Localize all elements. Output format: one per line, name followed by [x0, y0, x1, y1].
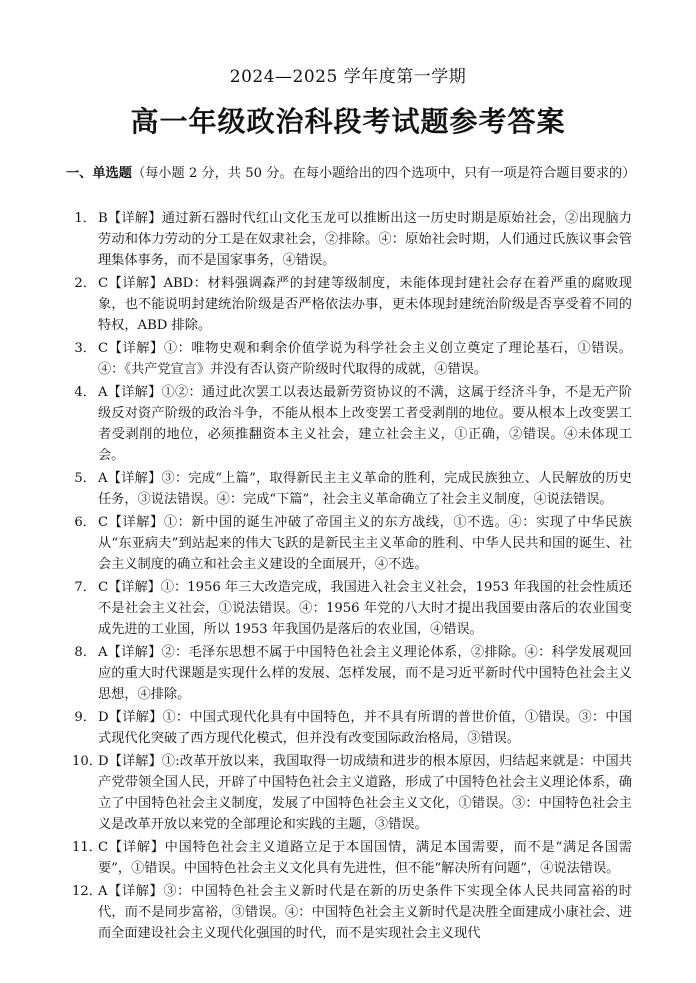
- answer-item: [72, 382, 632, 466]
- answer-item: [72, 512, 632, 575]
- answer-text: B【详解】通过新石器时代红山文化玉龙可以推断出这一历史时期是原始社会，②出现脑力劳动和体力劳动的分工是在奴隶社会，②排除。④：原始社会时期，人们通过氏族议事会管理集体事务，而不是国家事务，④错误。: [98, 211, 632, 268]
- answer-text: A【详解】③：完成“上篇”，取得新民主主义革命的胜利，完成民族独立、人民解放的历史任务，③说法错误。④：完成“下篇”，社会主义革命确立了社会主义制度，④说法错误。: [98, 471, 632, 507]
- answer-number: 7．: [74, 580, 96, 595]
- answer-number: 9．: [74, 710, 96, 725]
- answer-item: [72, 338, 632, 380]
- answer-text: A【详解】②：毛泽东思想不属于中国特色社会主义理论体系，②排除。④：科学发展观回应的重大时代课题是实现什么样的发展、怎样发展，而不是习近平新时代中国特色社会主义思想，④排除。: [98, 645, 632, 702]
- answer-number: 10．: [72, 754, 102, 769]
- answer-text: C【详解】中国特色社会主义道路立足于本国国情，满足本国需要，而不是“满足各国需要”，①错误。中国特色社会主义文化具有先进性，但不能“解决所有问题”，④说法错误。: [98, 840, 632, 876]
- answer-item: [72, 577, 632, 640]
- answer-item: [72, 273, 632, 336]
- answer-text: C【详解】①：唯物史观和剩余价值学说为科学社会主义创立奠定了理论基石，①错误。④：《共产党宣言》并没有否认资产阶级时代取得的成就，④错误。: [98, 341, 632, 377]
- semester-heading: 2024—2025 学年度第一学期: [229, 67, 467, 87]
- answer-text: D【详解】①：中国式现代化具有中国特色，并不具有所谓的普世价值，①错误。③：中国式现代化突破了西方现代化模式，但并没有改变国际政治格局，③错误。: [98, 710, 632, 746]
- answer-item: [72, 208, 632, 271]
- answer-number: 11．: [72, 840, 102, 855]
- answer-number: 12．: [72, 884, 102, 899]
- answer-number: 8．: [74, 645, 96, 660]
- answer-list: [72, 208, 632, 946]
- answer-item: [72, 642, 632, 705]
- answer-item: [72, 751, 632, 835]
- answer-item: [72, 881, 632, 944]
- answer-number: 1．: [74, 211, 96, 226]
- answer-item: [72, 468, 632, 510]
- page-title: 高一年级政治科段考试题参考答案: [130, 105, 566, 138]
- section-heading: [66, 163, 638, 184]
- answer-text: D【详解】①:改革开放以来，我国取得一切成绩和进步的根本原因，归结起来就是：中国共产党带领全国人民，开辟了中国特色社会主义道路，形成了中国特色社会主义理论体系，确立了中国特色社会主义制度，发展了中国特色社会主义文化，①错误。③：中国特色社会主义是改革开放以来党的全部理论和实践的主题，③错误。: [98, 754, 632, 832]
- answer-number: 6．: [74, 515, 96, 530]
- answer-text: A【详解】③：中国特色社会主义新时代是在新的历史条件下实现全体人民共同富裕的时代，而不是同步富裕，③错误。④：中国特色社会主义新时代是决胜全面建成小康社会、进而全面建设社会主义现代化强国的时代，而不是实现社会主义现代: [98, 884, 632, 941]
- answer-item: [72, 707, 632, 749]
- answer-text: C【详解】①：新中国的诞生冲破了帝国主义的东方战线，①不选。④：实现了中华民族从“东亚病夫”到站起来的伟大飞跃的是新民主主义革命的胜利、中华人民共和国的诞生、社会主义制度的确立和社会主义建设的全面展开，④不选。: [98, 515, 632, 572]
- answer-number: 5．: [74, 471, 96, 486]
- answer-item: [72, 837, 632, 879]
- answer-text: A【详解】①②：通过此次罢工以表达最新劳资协议的不满，这属于经济斗争，不是无产阶级反对资产阶级的政治斗争，不能从根本上改变罢工者受剥削的地位。要从根本上改变罢工者受剥削的地位，必须推翻资本主义社会，建立社会主义，①正确，②错误。④未体现工会。: [98, 385, 632, 463]
- section-instructions: （每小题 2 分，共 50 分。在每小题给出的四个选项中，只有一项是符合题目要求的）: [131, 166, 636, 181]
- answer-text: C【详解】ABD：材料强调森严的封建等级制度，未能体现封建社会存在着严重的腐败现象，也不能说明封建统治阶级是否严格依法办事，更未体现封建统治阶级是否享受着不同的特权，ABD 排除。: [98, 276, 632, 333]
- answer-number: 3．: [74, 341, 96, 356]
- answer-number: 4．: [74, 385, 96, 400]
- section-label: 一、单选题: [66, 166, 132, 181]
- answer-number: 2．: [74, 276, 96, 291]
- answer-text: C【详解】①：1956 年三大改造完成，我国进入社会主义社会，1953 年我国的社会性质还不是社会主义社会，①说法错误。④：1956 年党的八大时才提出我国要由落后的农业国变成先进的工业国，所以 1953 年我国仍是落后的农业国，④错误。: [98, 580, 632, 637]
